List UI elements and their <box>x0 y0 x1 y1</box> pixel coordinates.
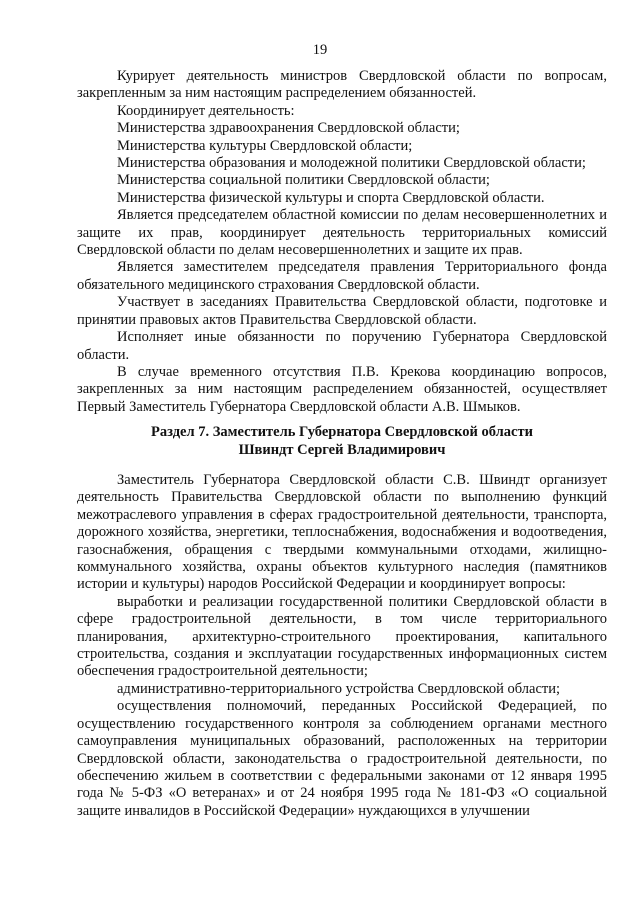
paragraph: Исполняет иные обязанности по поручению Губернатора Свердловской области. <box>77 329 607 363</box>
paragraph: Участвует в заседаниях Правительства Свердловской области, подготовке и принятии правовых актов Правительства Свердловской области. <box>77 294 607 328</box>
paragraph: Является заместителем председателя правления Территориального фонда обязательного медицинского страхования Свердловской области. <box>77 259 607 293</box>
top-text-block <box>77 68 607 416</box>
paragraph: Заместитель Губернатора Свердловской области С.В. Швиндт организует деятельность Правительства Свердловской области по выполнению функций межотраслевого управления в сферах градостроительной деятельности, транспорта, дорожного хозяйства, энергетики, теплоснабжения, водоснабжения и водоотведения, газоснабжения, обращения с твердыми коммунальными отходами, жилищно-коммунального хозяйства, охраны объектов культурного наследия (памятников истории и культуры) народов Российской Федерации и координирует вопросы: <box>77 472 607 593</box>
section-heading-person: Швиндт Сергей Владимирович <box>238 441 446 458</box>
paragraph: Является председателем областной комиссии по делам несовершеннолетних и защите их прав, координирует деятельность территориальных комиссий Свердловской области по делам несовершеннолетних и защите их прав. <box>77 207 607 259</box>
list-item: Министерства культуры Свердловской области; <box>117 137 413 154</box>
paragraph: осуществления полномочий, переданных Российской Федерацией, по осуществлению государственного контроля за соблюдением органами местного самоуправления муниципальных образований, расположенных на территории Свердловской области, законодательства о градостроительной деятельности, по обеспечению жильем в соответствии с федеральными законами от 12 января 1995 года № 5-ФЗ «О ветеранах» и от 24 ноября 1995 года № 181-ФЗ «О социальной защите инвалидов в Российской Федерации» нуждающихся в улучшении <box>77 698 607 819</box>
list-item: Министерства физической культуры и спорта Свердловской области. <box>117 189 545 206</box>
list-item: Министерства образования и молодежной политики Свердловской области; <box>117 155 586 172</box>
list-item: Министерства здравоохранения Свердловской области; <box>117 120 460 137</box>
paragraph: Курирует деятельность министров Свердловской области по вопросам, закрепленным за ним настоящим распределением обязанностей. <box>77 68 607 102</box>
section-heading-title: Раздел 7. Заместитель Губернатора Свердловской области <box>151 424 533 440</box>
bottom-text-block <box>77 472 607 820</box>
page-number: 19 <box>312 42 328 58</box>
paragraph: административно-территориального устройства Свердловской области; <box>117 680 561 697</box>
paragraph: Координирует деятельность: <box>117 102 295 119</box>
section-heading <box>77 424 607 459</box>
paragraph: выработки и реализации государственной политики Свердловской области в сфере градостроительной деятельности, в том числе территориального планирования, архитектурно-строительного проектирования, капитального строительства, создания и эксплуатации государственных информационных систем обеспечения градостроительной деятельности; <box>77 593 607 680</box>
list-item: Министерства социальной политики Свердловской области; <box>117 172 490 189</box>
paragraph: В случае временного отсутствия П.В. Крекова координацию вопросов, закрепленных за ним настоящим распределением обязанностей, осуществляет Первый Заместитель Губернатора Свердловской области А.В. Шмыков. <box>77 363 607 415</box>
